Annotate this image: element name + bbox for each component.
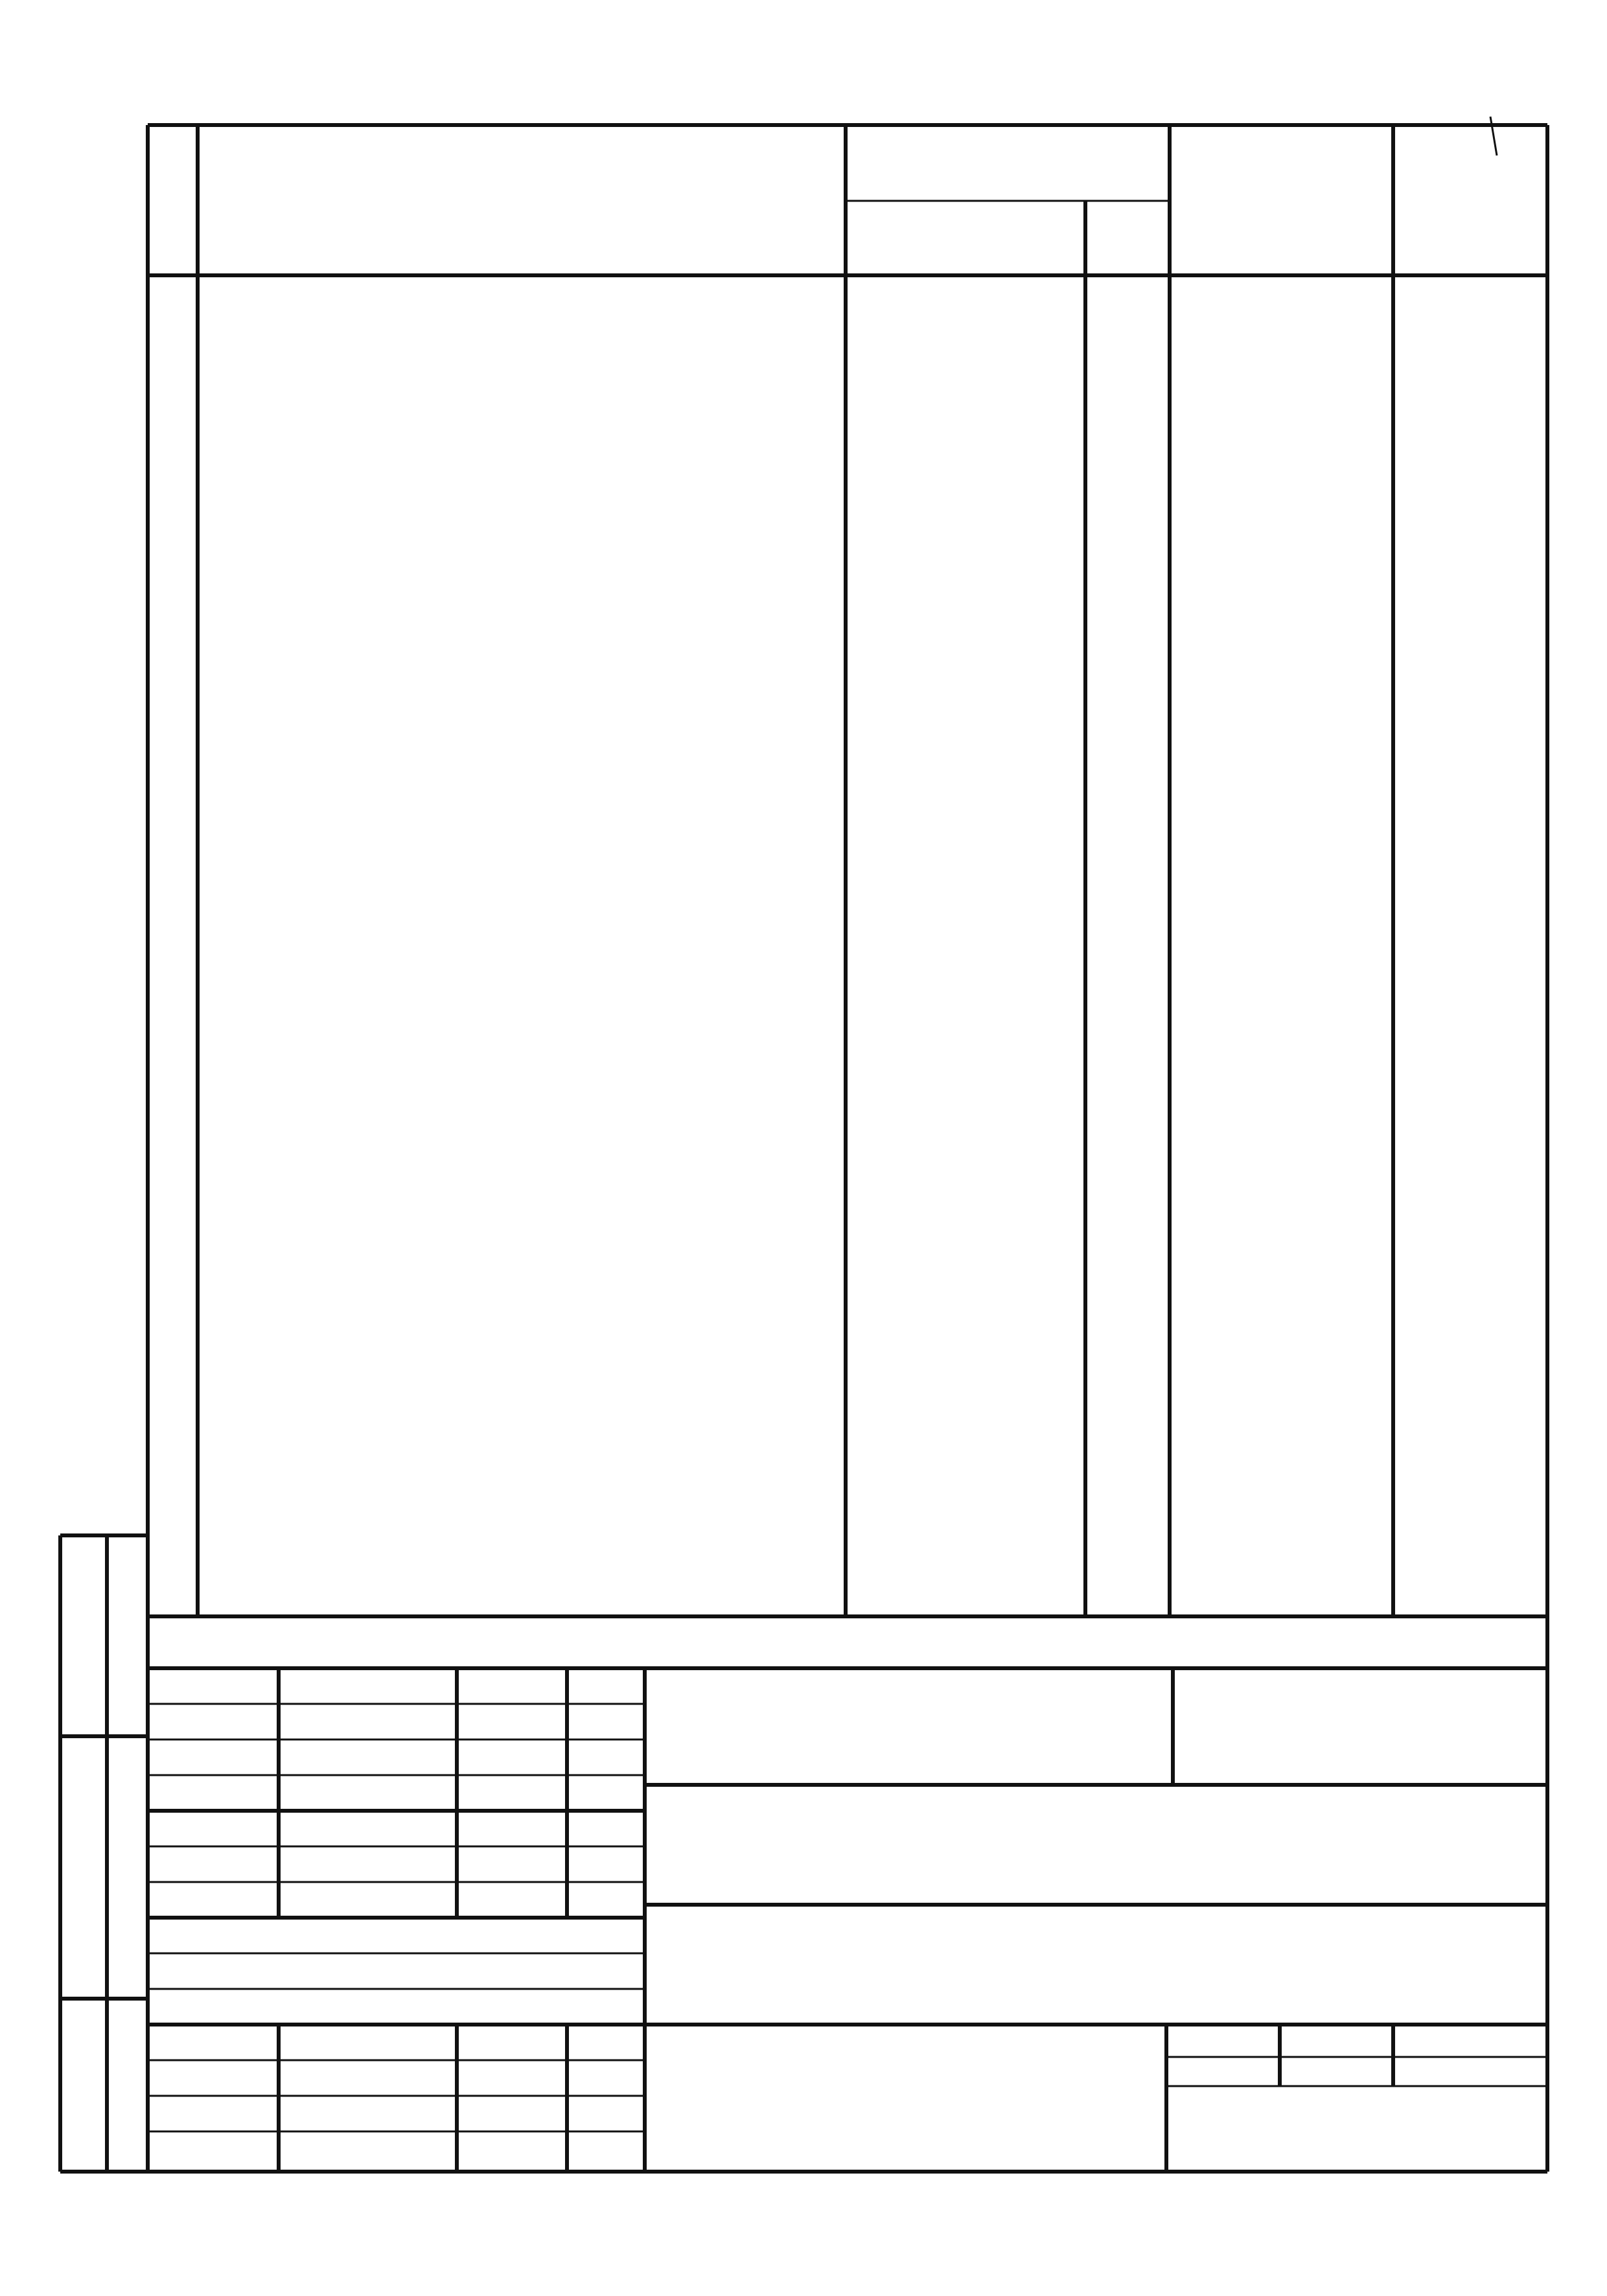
table-grid xyxy=(148,125,1547,1616)
corner-mark xyxy=(1490,117,1497,155)
frame xyxy=(60,125,1547,2172)
title-block xyxy=(148,1668,1547,2172)
side-stamps xyxy=(60,1535,148,2172)
